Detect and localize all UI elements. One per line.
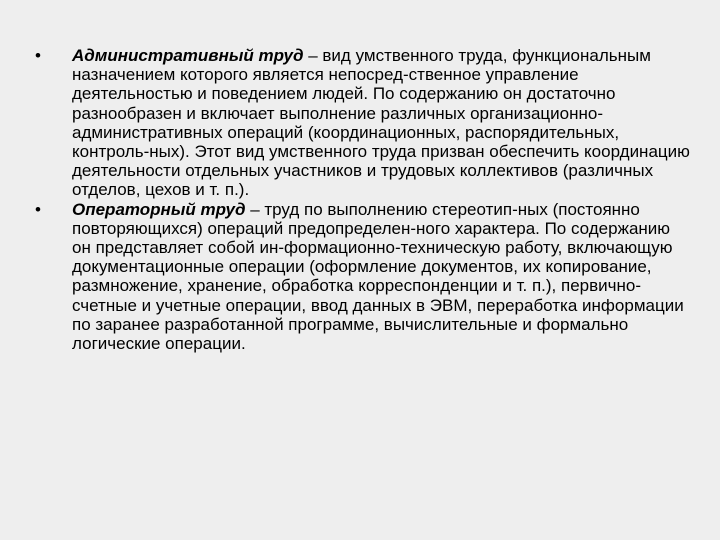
bullet-list xyxy=(28,46,690,353)
bullet-icon: • xyxy=(35,199,41,219)
bullet-item-operator-labor xyxy=(28,200,690,354)
bullet-icon: • xyxy=(35,46,41,65)
bullet-item-administrative-labor xyxy=(28,46,690,200)
definition-operator-labor: – труд по выполнению стереотип-ных (постоянно повторяющихся) операций предопределен-ного характера. По содержанию он представляет собой ин-формационно-техническую работу, включающую документационные операции (оформление документов, их копирование, размножение, хранение, обработка корреспонденции и т. п.), первично-счетные и учетные операции, ввод данных в ЭВМ, переработка информации по заранее разработанной программе, вычислительные и формально логические операции. xyxy=(72,199,684,354)
term-operator-labor: Операторный труд xyxy=(72,199,246,219)
definition-administrative-labor: – вид умственного труда, функциональным назначением которого является непосред-ственное управление деятельностью и поведением людей. По содержанию он достаточно разнообразен и включает выполнение различных организационно-административных операций (координационных, распорядительных, контроль-ных). Этот вид умственного труда призван обеспечить координацию деятельности отдельных участников и трудовых коллективов (различных отделов, цехов и т. п.). xyxy=(72,46,690,200)
term-administrative-labor: Административный труд xyxy=(72,46,304,65)
